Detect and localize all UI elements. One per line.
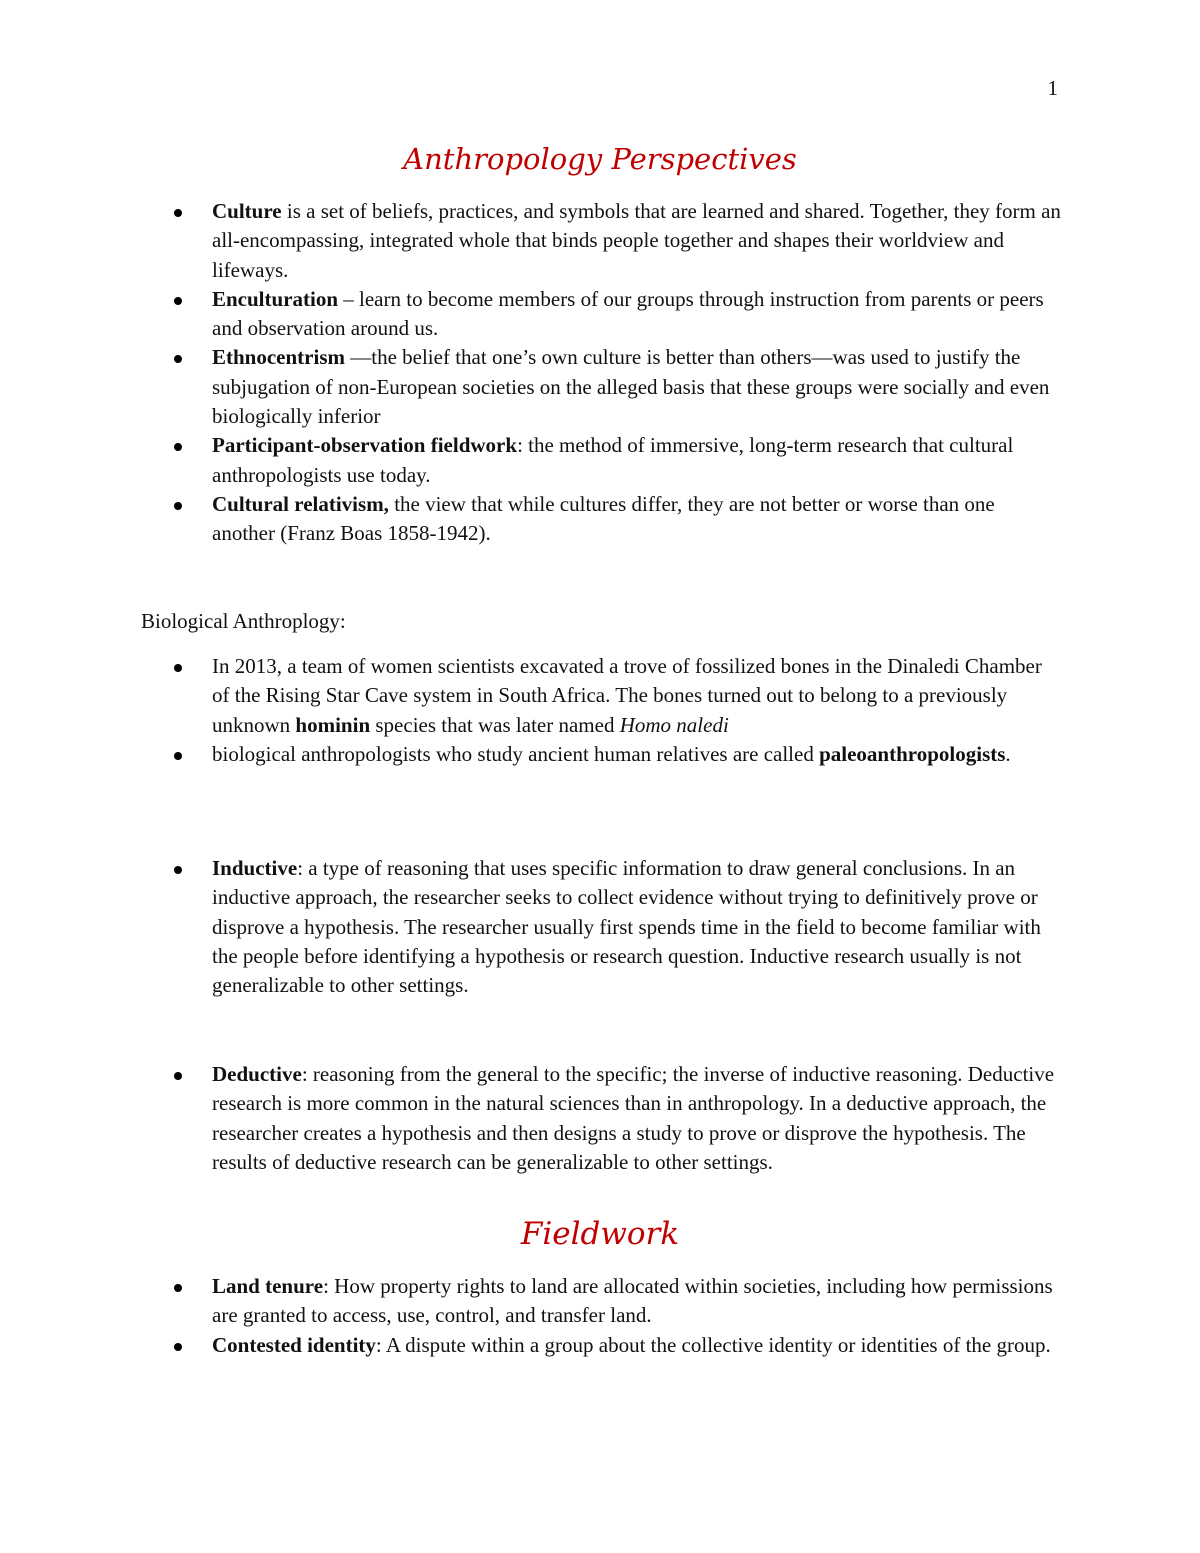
bullet-icon [174,1284,182,1292]
definition-contested-identity: : A dispute within a group about the collective identity or identities of the group. [375,1332,1051,1357]
naledi-text-middle: species that was later named [370,712,620,737]
term-land-tenure: Land tenure [212,1274,324,1298]
term-paleoanthropologists: paleoanthropologists [819,741,1006,766]
term-contested-identity: Contested identity [212,1332,376,1357]
list-item-participant-observation [0,431,1062,490]
bullet-icon [174,209,182,217]
list-item-cultural-relativism [0,490,1062,549]
heading-anthropology-perspectives: Anthropology Perspectives [403,142,797,176]
term-enculturation: Enculturation [212,286,339,311]
paleo-text-after: . [1005,741,1011,766]
list-item-contested-identity [0,1331,1062,1360]
naledi-text-before: In 2013, a team of women scientists excavated a trove of fossilized bones in the Dinaledi Chamber of the Rising Star Cave system in South Africa. The bones turned out to belong to a previously unknown [212,654,1042,737]
bullet-icon [174,664,182,672]
definition-ethnocentrism: —the belief that one’s own culture is better than others—was used to justify the subjugation of non-European societies on the alleged basis that these groups were socially and even biologically inferior [212,345,1050,429]
biological-list [0,652,1062,769]
definition-culture: is a set of beliefs, practices, and symbols that are learned and shared. Together, they form an all-encompassing, integrated whole that binds people together and shapes their worldview and lifeways. [212,199,1061,282]
deductive-list [0,1060,1062,1177]
term-deductive: Deductive [212,1062,302,1086]
definition-inductive: : a type of reasoning that uses specific information to draw general conclusions. In an inductive approach, the researcher seeks to collect evidence without trying to definitively prove or disprove a hypothesis. The researcher usually first spends time in the field to become familiar with the people before identifying a hypothesis or research question. Inductive research usually is not generalizable to other settings. [212,856,1041,998]
bullet-icon [174,752,182,760]
inductive-list [0,854,1062,1000]
page-number: 1 [1047,76,1058,100]
definition-enculturation: – learn to become members of our groups through instruction from parents or peers and observation around us. [212,286,1044,341]
list-item-paleoanthropologists [0,740,1062,769]
bullet-icon [174,1072,182,1080]
list-item-culture [0,197,1062,285]
definition-land-tenure: : How property rights to land are allocated within societies, including how permissions are granted to access, use, control, and transfer land. [212,1274,1053,1328]
bullet-icon [174,502,182,510]
bullet-icon [174,443,182,451]
bullet-icon [174,297,182,305]
term-ethnocentrism: Ethnocentrism [212,345,345,370]
species-name: Homo naledi [619,712,729,737]
list-item-land-tenure [0,1272,1062,1331]
bullet-icon [174,355,182,363]
bullet-icon [174,866,182,874]
paleo-text-before: biological anthropologists who study ancient human relatives are called [212,741,820,766]
list-item-homo-naledi [0,652,1062,740]
list-item-enculturation [0,285,1062,344]
section-label-biological: Biological Anthroplogy: [141,609,346,633]
definition-cultural-relativism: the view that while cultures differ, they are not better or worse than one another (Franz Boas 1858-1942). [212,491,995,546]
term-culture: Culture [212,199,282,223]
list-item-inductive [0,854,1062,1000]
definition-participant-observation: : the method of immersive, long-term research that cultural anthropologists use today. [212,433,1014,487]
term-participant-observation: Participant-observation fieldwork [212,433,518,458]
term-hominin: hominin [295,712,371,737]
list-item-deductive [0,1060,1062,1177]
bullet-icon [174,1343,182,1351]
heading-fieldwork: Fieldwork [520,1216,680,1252]
fieldwork-list [0,1272,1062,1360]
list-item-ethnocentrism [0,343,1062,431]
perspectives-list [0,197,1062,549]
definition-deductive: : reasoning from the general to the specific; the inverse of inductive reasoning. Deductive research is more common in the natural sciences than in anthropology. In a deductive approach, the researcher creates a hypothesis and then designs a study to prove or disprove the hypothesis. The results of deductive research can be generalizable to other settings. [212,1062,1055,1174]
term-cultural-relativism: Cultural relativism, [212,491,389,516]
term-inductive: Inductive [212,856,298,880]
